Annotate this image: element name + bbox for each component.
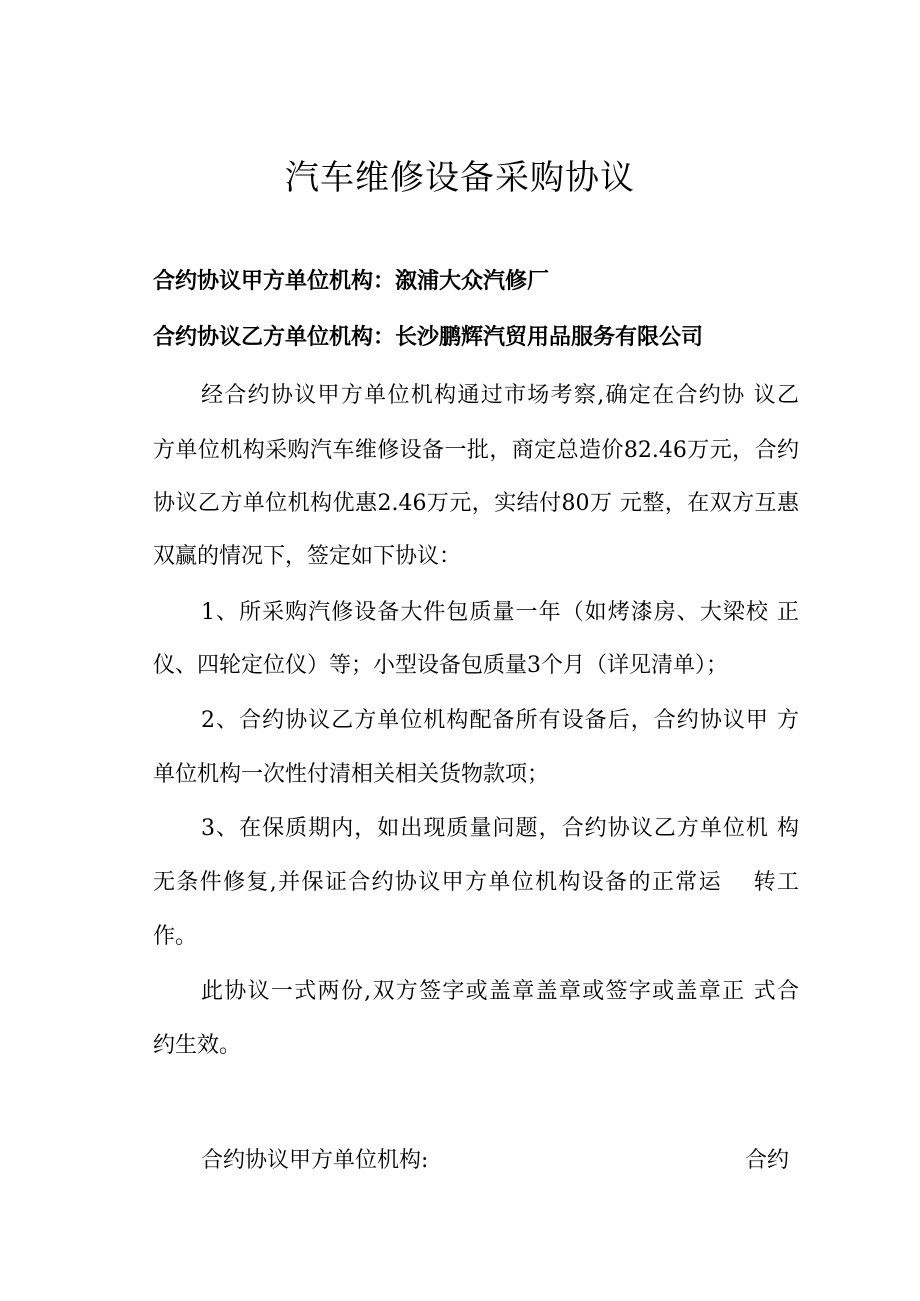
clause-1-line-2: 仪、四轮定位仪）等；小型设备包质量3个月（详见清单）； [153,653,728,678]
intro-line-1: 经合约协议甲方单位机构通过市场考察,确定在合约协 议乙 [201,383,799,408]
clause-2-line-2: 单位机构一次性付清相关相关货物款项； [153,762,550,787]
clause-1-line-1: 1、所采购汽修设备大件包质量一年（如烤漆房、大梁校 正 [201,600,799,625]
clause-3-line-3: 作。 [153,924,198,949]
party-a-line: 合约协议甲方单位机构：溆浦大众汽修厂 [153,268,550,294]
signature-party-a-label: 合约协议甲方单位机构: [201,1148,429,1173]
intro-line-2: 方单位机构采购汽车维修设备一批，商定总造价82.46万元，合约 [153,438,799,463]
party-b-line: 合约协议乙方单位机构：长沙鹏辉汽贸用品服务有限公司 [153,324,704,350]
clause-3-line-1: 3、在保质期内，如出现质量问题，合约协议乙方单位机 构 [201,816,799,841]
intro-line-3: 协议乙方单位机构优惠2.46万元，实结付80万 元整，在双方互惠 [153,491,799,516]
signature-party-b-label: 合约 [745,1148,790,1173]
closing-line-2: 约生效。 [153,1033,242,1058]
clause-3-line-2: 无条件修复,并保证合约协议甲方单位机构设备的正常运 转工 [153,870,799,895]
document-title: 汽车维修设备采购协议 [285,158,635,198]
clause-2-line-1: 2、合约协议乙方单位机构配备所有设备后，合约协议甲 方 [201,708,799,733]
closing-line-1: 此协议一式两份,双方签字或盖章盖章或签字或盖章正 式合 [201,979,799,1004]
intro-line-4: 双赢的情况下，签定如下协议： [153,544,462,569]
